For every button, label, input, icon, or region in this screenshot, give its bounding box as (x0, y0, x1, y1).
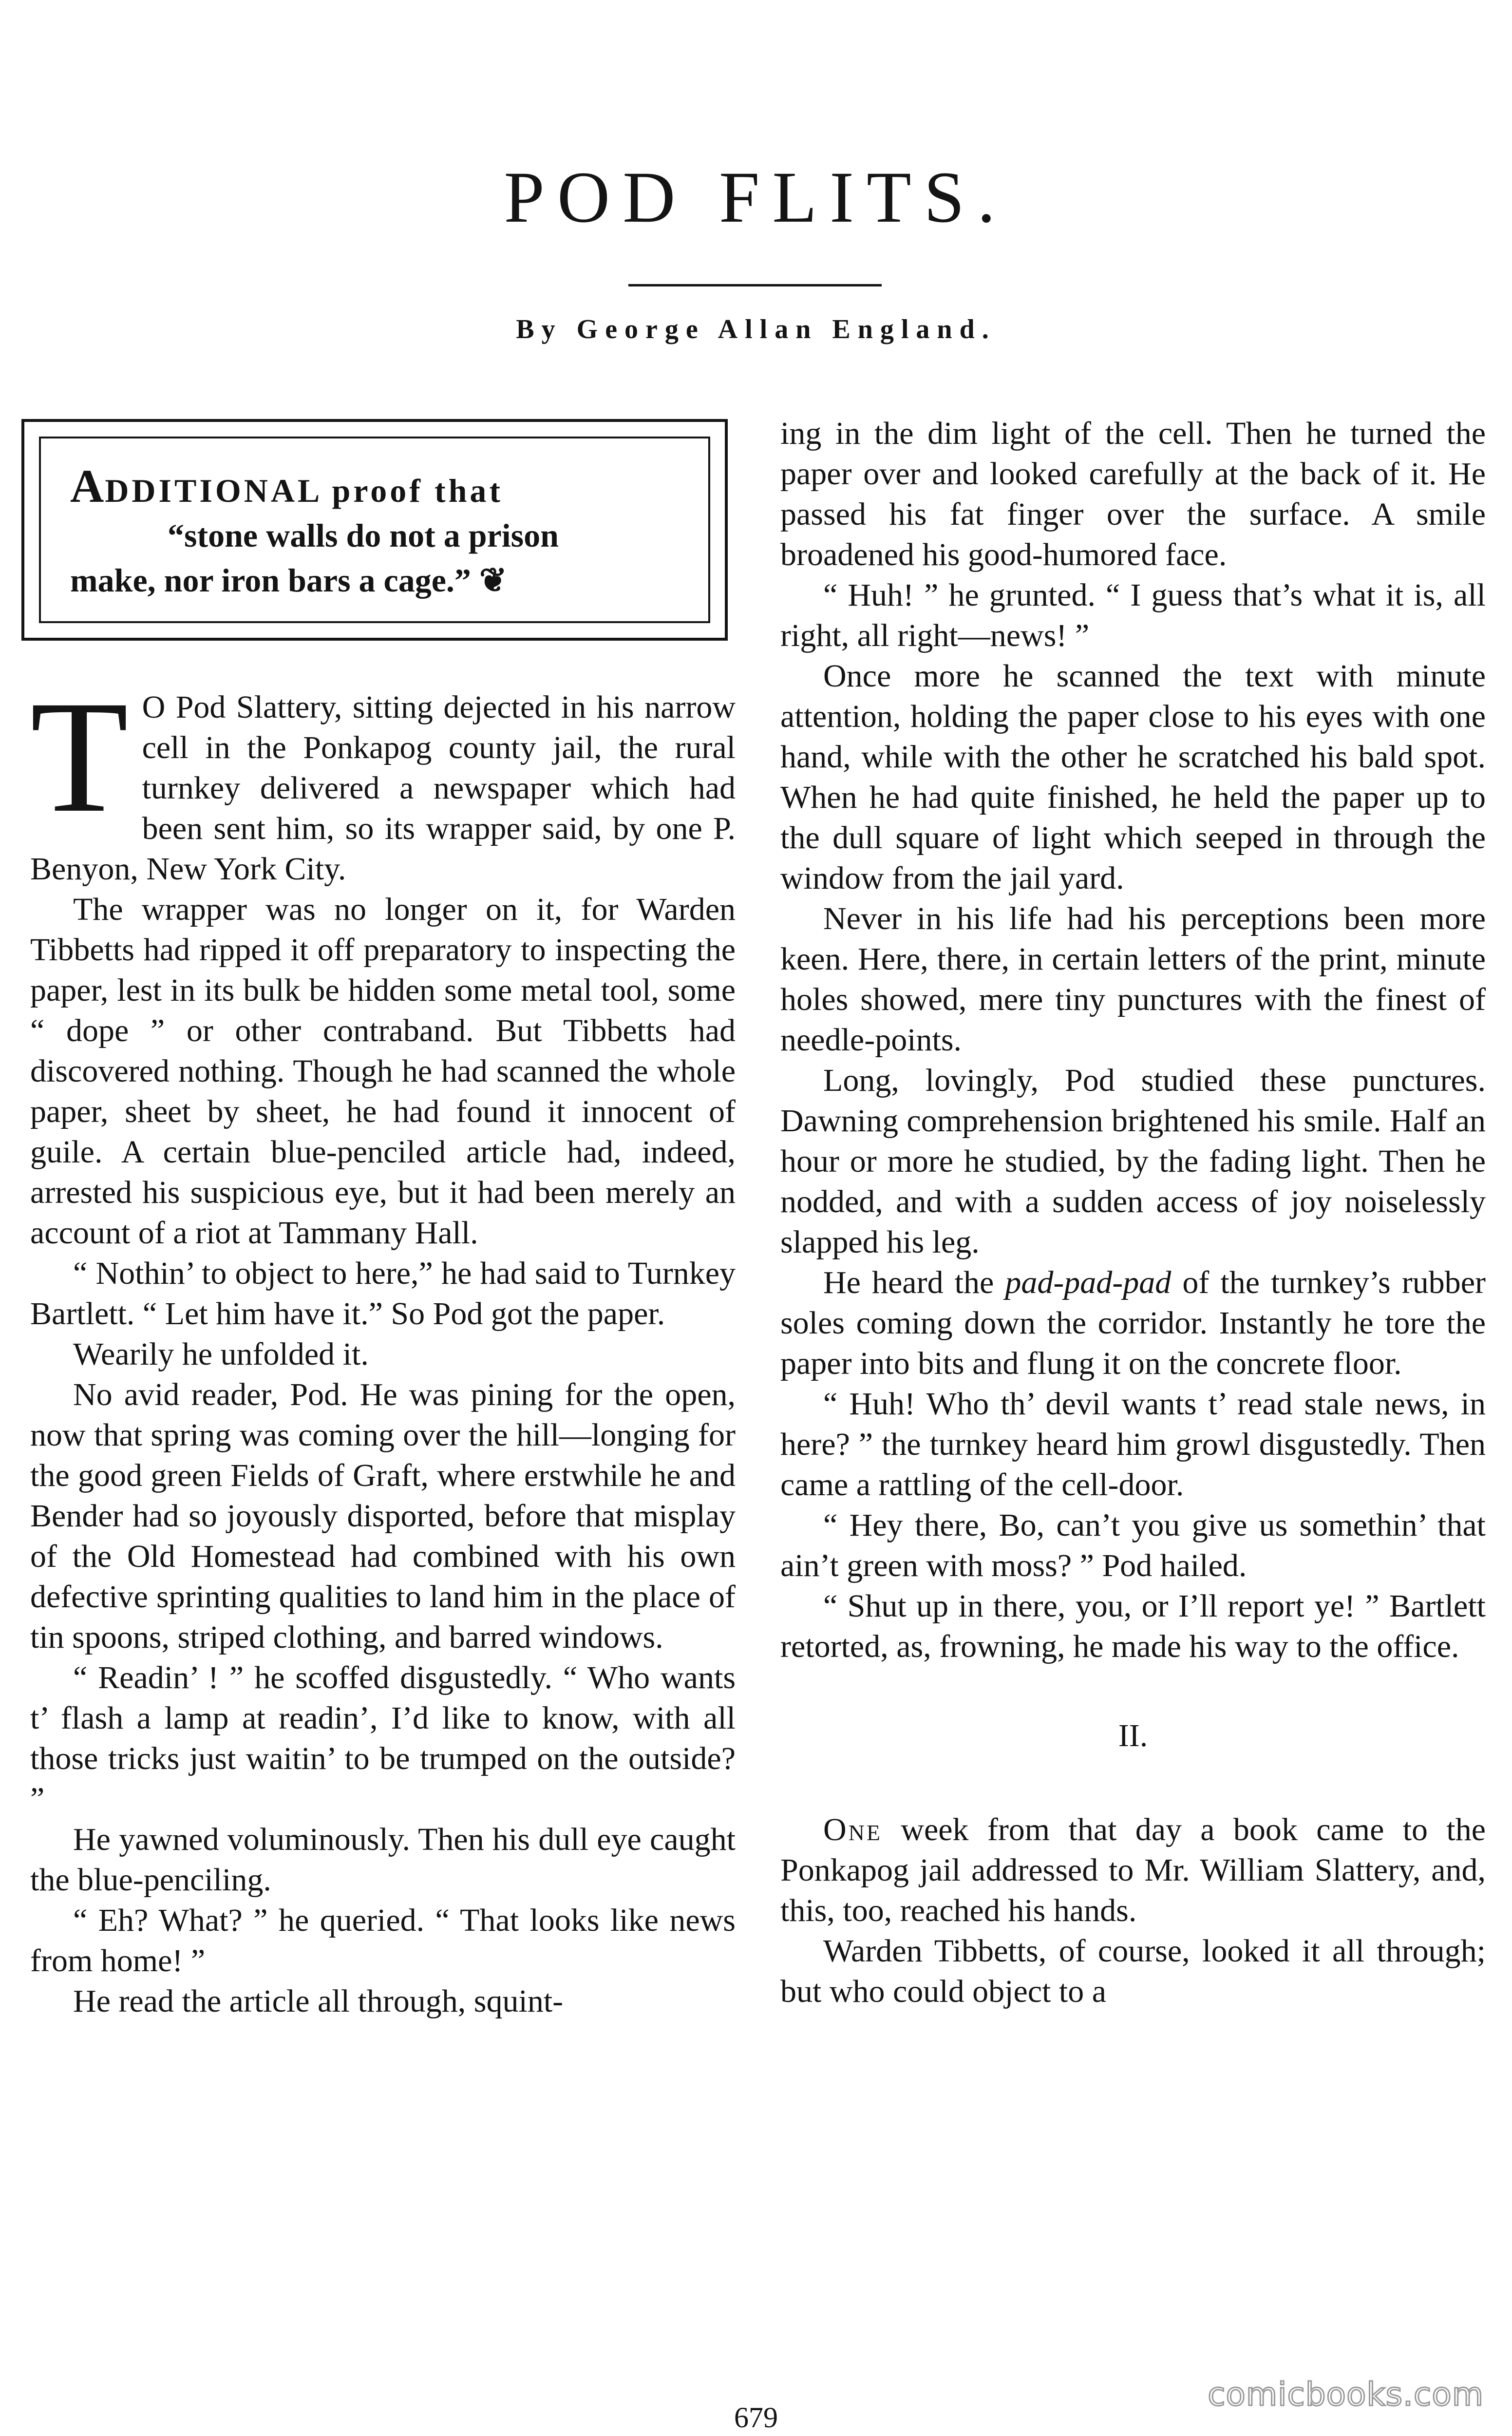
ornament-icon: ❦ (479, 562, 507, 599)
pad-italic: pad-pad-pad (1005, 1265, 1172, 1300)
story-title: POD FLITS. (504, 157, 1008, 238)
paragraph: “ Huh! ” he grunted. “ I guess that’s what it is, all right, all right—news! ” (780, 577, 1486, 653)
callout-inner-frame (39, 437, 710, 623)
paragraph: “ Eh? What? ” he queried. “ That looks like news from home! ” (30, 1903, 736, 1979)
paragraph-pad (780, 1262, 1486, 1384)
left-column (30, 668, 736, 2021)
pad-text-after: of the turnkey’s rubber soles coming down the corridor. Instantly he tore the paper into bits and flung it on the concrete floor. (780, 1265, 1486, 1381)
paragraph: Warden Tibbetts, of course, looked it all through; but who could object to a (780, 1933, 1486, 2009)
paragraph: No avid reader, Pod. He was pining for the open, now that spring was coming over the hill—longing for the good green Fields of Graft, where erstwhile he and Bender had so joyously disported, before that misplay of the Old Homestead had combined with his own defective sprinting qualities to land him in the place of tin spoons, striped clothing, and barred windows. (30, 1377, 736, 1655)
callout-line-2: “stone walls do not a prison (168, 517, 559, 554)
paragraph: “ Readin’ ! ” he scoffed disgustedly. “ Who wants t’ flash a lamp at readin’, I’d like to know, with all those tricks just waitin’ to be trumped on the outside? ” (30, 1660, 736, 1817)
callout-drop-letter: A (70, 460, 105, 512)
paragraph: He yawned voluminously. Then his dull eye caught the blue-penciling. (30, 1822, 736, 1898)
callout-box (21, 419, 728, 641)
paragraph: “ Shut up in there, you, or I’ll report ye! ” Bartlett retorted, as, frowning, he made his way to the office. (780, 1588, 1486, 1664)
paragraph: He read the article all through, squint- (73, 1983, 564, 2019)
callout-line-3-text: make, nor iron bars a cage.” (70, 562, 471, 599)
paragraph-continued: ing in the dim light of the cell. Then he turned the paper over and looked carefully at the back of it. He passed his fat finger over the surface. A smile broadened his good-humored face. (780, 416, 1486, 572)
section-2-lead-word: One (823, 1812, 882, 1847)
callout-line-1-text: DDITIONAL proof that (105, 472, 504, 509)
watermark: comicbooks.com (1208, 2376, 1484, 2413)
paragraph: “ Huh! Who th’ devil wants t’ read stale news, in here? ” the turnkey heard him growl disgustedly. Then came a rattling of the cell-door. (780, 1386, 1486, 1503)
opening-paragraph (30, 668, 736, 889)
drop-cap: T (30, 668, 129, 846)
page-number: 679 (734, 2401, 778, 2434)
byline: By George Allan England. (516, 314, 996, 344)
paragraph: “ Nothin’ to object to here,” he had said to Turnkey Bartlett. “ Let him have it.” So Pod got the paper. (30, 1256, 736, 1332)
section-2-first-text: week from that day a book came to the Ponkapog jail addressed to Mr. William Slattery, and, this, too, reached his hands. (780, 1812, 1486, 1928)
callout-line-1 (70, 460, 689, 513)
paragraph: “ Hey there, Bo, can’t you give us somethin’ that ain’t green with moss? ” Pod hailed. (780, 1507, 1486, 1583)
callout-line-3 (70, 558, 689, 603)
paragraph: Long, lovingly, Pod studied these punctures. Dawning comprehension brightened his smile. Half an hour or more he studied, by the fading light. Then he nodded, and with a sudden access of joy noiselessly slapped his leg. (780, 1063, 1486, 1260)
opening-paragraph-text: O Pod Slattery, sitting dejected in his narrow cell in the Ponkapog county jail, the rural turnkey delivered a newspaper which had been sent him, so its wrapper said, by one P. Benyon, New York City. (30, 689, 736, 887)
section-number: II. (1118, 1718, 1148, 1753)
section-2-first-paragraph (780, 1809, 1486, 1931)
pad-text-before: He heard the (823, 1265, 1005, 1300)
paragraph: The wrapper was no longer on it, for Warden Tibbetts had ripped it off preparatory to inspecting the paper, lest in its bulk be hidden some metal tool, some “ dope ” or other contraband. But Tibbetts had discovered nothing. Though he had scanned the whole paper, sheet by sheet, he had found it innocent of guile. A certain blue-penciled article had, indeed, arrested his suspicious eye, but it had been merely an account of a riot at Tammany Hall. (30, 892, 736, 1251)
title-rule (628, 284, 882, 286)
paragraph: Never in his life had his perceptions been more keen. Here, there, in certain letters of the print, minute holes showed, mere tiny punctures with the finest of needle-points. (780, 901, 1486, 1058)
right-column (780, 413, 1486, 2012)
paragraph: Wearily he unfolded it. (73, 1336, 369, 1372)
paragraph: Once more he scanned the text with minute attention, holding the paper close to his eyes with one hand, while with the other he scratched his bald spot. When he had quite finished, he held the paper up to the dull square of light which seeped in through the window from the jail yard. (780, 658, 1486, 896)
